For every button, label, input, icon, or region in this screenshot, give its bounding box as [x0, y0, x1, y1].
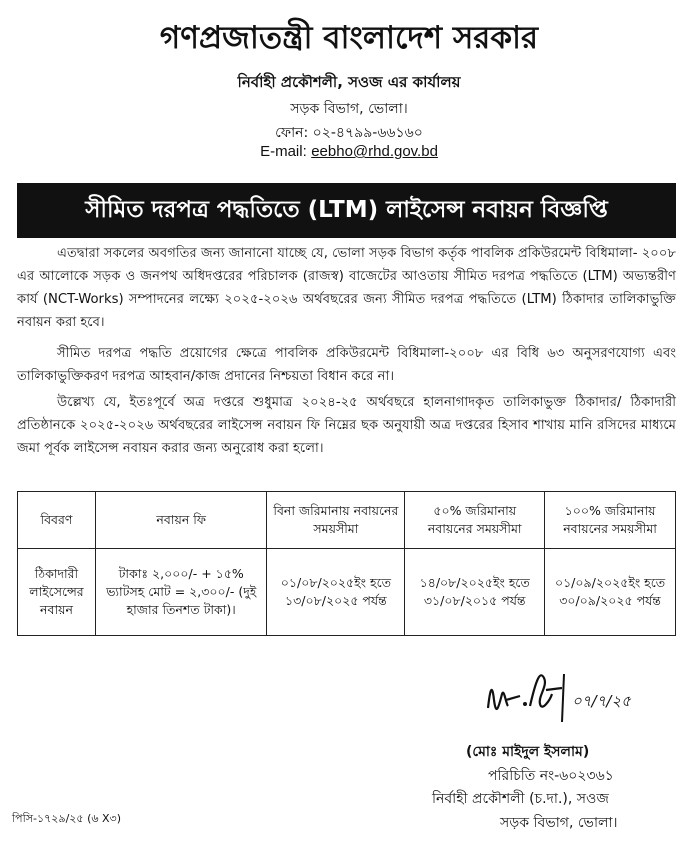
table-header: ৫০% জরিমানায় নবায়নের সময়সীমা	[405, 492, 545, 549]
signatory-name: (মোঃ মাইদুল ইসলাম)	[466, 744, 590, 760]
email-link[interactable]: eebho@rhd.gov.bd	[311, 143, 438, 160]
signatory-office: সড়ক বিভাগ, ভোলা।	[500, 815, 618, 831]
table-cell-no-penalty: ০১/০৮/২০২৫ইং হতে ১৩/০৮/২০২৫ পর্যন্ত	[267, 549, 405, 636]
renewal-fee-table	[17, 491, 676, 636]
table-row	[18, 549, 676, 636]
signatory-id: পরিচিতি নং-৬০২৩৬১	[488, 768, 614, 784]
signatory-designation: নির্বাহী প্রকৌশলী (চ.দা.), সওজ	[432, 791, 609, 807]
table-header-row	[18, 492, 676, 549]
table-header: বিবরণ	[18, 492, 96, 549]
signature-date: ০৭/৭/২৫	[572, 692, 631, 710]
table-header: ১০০% জরিমানায় নবায়নের সময়সীমা	[545, 492, 676, 549]
office-name: নির্বাহী প্রকৌশলী, সওজ এর কার্যালয়	[237, 73, 461, 91]
reference-number: পিসি-১৭২৯/২৫ (৬ X৩)	[12, 812, 121, 825]
email-line	[0, 143, 698, 160]
handwritten-signature	[480, 660, 660, 740]
paragraph-rule: সীমিত দরপত্র পদ্ধতি প্রয়োগের ক্ষেত্রে পাবলিক প্রকিউরমেন্ট বিধিমালা-২০০৮ এর বিধি ৬৩ অনুসরণযোগ্য এবং তালিকাভুক্তিকরণ দরপত্র আহবান/কাজ প্রদানের নিশ্চয়তা বিধান করে না।	[17, 346, 676, 384]
phone-number: ফোন: ০২-৪৭৯৯-৬৬১৬০	[275, 125, 423, 141]
table-header: বিনা জরিমানায় নবায়নের সময়সীমা	[267, 492, 405, 549]
table-cell-50-penalty: ১৪/০৮/২০২৫ইং হতে ৩১/০৮/২০১৫ পর্যন্ত	[405, 549, 545, 636]
table-cell-description: ঠিকাদারী লাইসেন্সের নবায়ন	[18, 549, 96, 636]
government-title: গণপ্রজাতন্ত্রী বাংলাদেশ সরকার	[159, 20, 539, 56]
email-label: E-mail:	[260, 143, 307, 160]
division-name: সড়ক বিভাগ, ভোলা।	[290, 101, 408, 117]
table-cell-fee: টাকাঃ ২,০০০/- + ১৫% ভ্যাটসহ মোট = ২,৩০০/- (দুই হাজার তিনশত টাকা)।	[95, 549, 267, 636]
notice-banner: সীমিত দরপত্র পদ্ধতিতে (LTM) লাইসেন্স নবায়ন বিজ্ঞপ্তি	[17, 183, 676, 238]
paragraph-intro: এতদ্বারা সকলের অবগতির জন্য জানানো যাচ্ছে যে, ভোলা সড়ক বিভাগ কর্তৃক পাবলিক প্রকিউরমেন্ট বিধিমালা- ২০০৮ এর আলোকে সড়ক ও জনপথ অধিদপ্তরের পরিচালক (রাজস্ব) বাজেটের আওতায় সীমিত দরপত্র পদ্ধতিতে (LTM) অভ্যন্তরীণ কার্য (NCT-Works) সম্পাদনের লক্ষ্যে ২০২৫-২০২৬ অর্থবছরের জন্য সীমিত দরপত্র পদ্ধতিতে (LTM) ঠিকাদার তালিকাভুক্তি নবায়ন করা হবে।	[17, 246, 676, 330]
paragraph-instruction: উল্লেখ্য যে, ইতঃপূর্বে অত্র দপ্তরে শুধুমাত্র ২০২৪-২৫ অর্থবছরে হালনাগাদকৃত তালিকাভুক্ত ঠিকাদার/ ঠিকাদারী প্রতিষ্ঠানকে ২০২৫-২০২৬ অর্থবছরের লাইসেন্স নবায়ন ফি নিম্নের ছক অনুযায়ী অত্র দপ্তরের হিসাব শাখায় মানি রসিদের মাধ্যমে জমা পূর্বক লাইসেন্স নবায়ন করার জন্য অনুরোধ করা হলো।	[17, 395, 676, 456]
table-cell-100-penalty: ০১/০৯/২০২৫ইং হতে ৩০/০৯/২০২৫ পর্যন্ত	[545, 549, 676, 636]
table-header: নবায়ন ফি	[95, 492, 267, 549]
